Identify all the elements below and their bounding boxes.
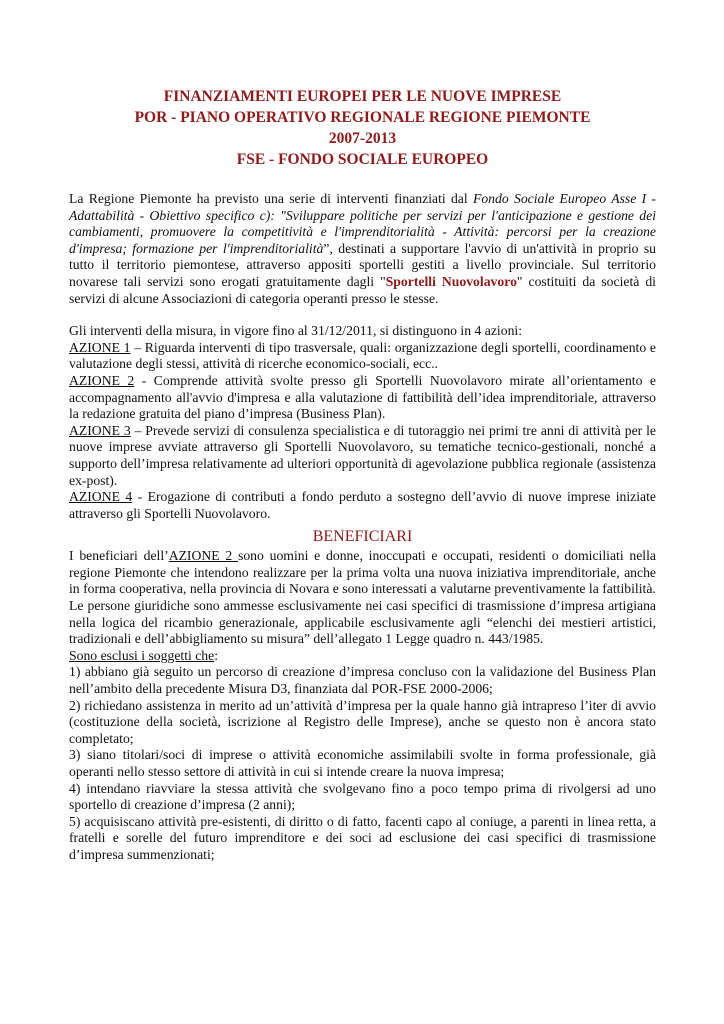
beneficiari-text-b: sono uomini e donne, inoccupati e occupati, residenti o domiciliati nella regione Piemonte che intendono realizzare per la prima volta una nuova iniziativa imprenditoriale, anche in forma cooperativa, nella provincia di Novara e sono interessati a valutarne preventivamente la fattibilità. [69, 548, 656, 597]
intro-italic-quote: Fondo Sociale Europeo Asse I - Adattabilità - Obiettivo specifico c): "Sviluppare politiche per servizi per l'anticipazione e gestione dei cambiamenti, promuovere la competitività e l'imprenditorialità - Attività: percorsi per la creazione d'impresa; formazione per l'imprenditorialità [69, 191, 656, 256]
esclusi-item-4: 4) intendano riavviare la stessa attività che svolgevano fino a poco tempo prima di rivolgersi ad uno sportello di creazione d’impresa (2 anni); [69, 780, 656, 813]
azione-3-paragraph [69, 423, 656, 489]
esclusi-item-2: 2) richiedano assistenza in merito ad un’attività d’impresa per la quale hanno già intrapreso l’iter di avvio (costituzione della società, iscrizione al Registro delle Imprese), anche se questo non è ancora stato completato; [69, 697, 656, 746]
intro-text-a: La Regione Piemonte ha previsto una serie di interventi finanziati dal [69, 191, 473, 206]
azione-2-text: - Comprende attività svolte presso gli Sportelli Nuovolavoro mirate all’orientamento e accompagnamento all'avvio d'impresa e alla valutazione di fattibilità dell’idea imprenditoriale, attraverso la redazione gratuita del piano d’impresa (Business Plan). [69, 372, 656, 422]
esclusi-item-1: 1) abbiano già seguito un percorso di creazione d’impresa concluso con la validazione del Business Plan nell’ambito della precedente Misura D3, finanziata dal POR-FSE 2000-2006; [69, 664, 656, 697]
esclusi-lead [69, 648, 656, 665]
intro-paragraph [69, 191, 656, 307]
title-line-3: 2007-2013 [328, 130, 397, 147]
intro-text-c: " costituiti da società di servizi di alcune Associazioni di categoria operanti presso le stesse. [69, 273, 656, 306]
beneficiari-paragraph-1 [69, 548, 656, 598]
title-line-4: FSE - FONDO SOCIALE EUROPEO [236, 151, 489, 168]
beneficiari-paragraph-2: Le persone giuridiche sono ammesse esclusivamente nei casi specifici di trasmissione d’impresa artigiana nella logica del ricambio generazionale, applicabile esclusivamente agli “elenchi dei mestieri artistici, tradizionali e dell’abbigliamento su misura” dell’allegato 1 Legge quadro n. 443/1985. [69, 598, 656, 647]
beneficiari-text-a: I beneficiari dell’ [69, 548, 169, 564]
esclusi-item-3: 3) siano titolari/soci di imprese o attività economiche assimilabili svolte in forma professionale, già operanti nello stesso settore di attività in cui si intende creare la nuova impresa; [69, 747, 656, 779]
azione-2-label: AZIONE 2 [69, 372, 135, 388]
azione-4-paragraph [69, 489, 656, 522]
azione-1-paragraph [69, 340, 656, 373]
beneficiari-azione-2-ref: AZIONE 2 [168, 548, 238, 564]
title-line-1: FINANZIAMENTI EUROPEI PER LE NUOVE IMPRESE [163, 88, 562, 105]
azione-4-label: AZIONE 4 [69, 489, 133, 505]
azione-3-label: AZIONE 3 [69, 422, 131, 438]
esclusi-item-5: 5) acquisiscano attività pre-esistenti, di diritto o di fatto, facenti capo al coniuge, a parenti in linea retta, a fratelli e sorelle del futuro imprenditore e dei soci ad esclusione dei casi specifici di trasmissione d’impresa summenzionati; [69, 813, 656, 862]
beneficiari-heading: BENEFICIARI [312, 528, 413, 546]
esclusi-colon: : [214, 647, 219, 663]
azione-1-label: AZIONE 1 [69, 339, 131, 355]
azione-2-paragraph [69, 373, 656, 423]
sportelli-highlight: Sportelli Nuovolavoro [385, 273, 517, 289]
measures-lead: Gli interventi della misura, in vigore fino al 31/12/2011, si distinguono in 4 azioni: [69, 323, 523, 339]
azione-3-text: – Prevede servizi di consulenza specialistica e di tutoraggio nei primi tre anni di attività per le nuove imprese avviate attraverso gli Sportelli Nuovolavoro, su tematiche tecnico-gestionali, nonché a supporto dell’impresa relativamente ad ulteriori opportunità di agevolazione pubblica regionale (assistenza ex-post). [69, 422, 656, 488]
azione-4-text: - Erogazione di contributi a fondo perduto a sostegno dell’avvio di nuove imprese iniziate attraverso gli Sportelli Nuovolavoro. [69, 489, 657, 521]
paragraph-gap [69, 307, 656, 323]
azione-1-text: – Riguarda interventi di tipo trasversale, quali: organizzazione degli sportelli, coordinamento e valutazione degli stessi, attività di ricerche economico-sociali, ecc.. [69, 339, 656, 372]
document-title [69, 86, 656, 170]
esclusi-label: Sono esclusi i soggetti che [69, 647, 215, 663]
title-line-2: POR - PIANO OPERATIVO REGIONALE REGIONE PIEMONTE [134, 109, 591, 126]
intro-text-b: ”, destinati a supportare l'avvio di un'attività in proprio su tutto il territorio piemontese, attraverso appositi sportelli gestiti a livello provinciale. Sul territorio novarese tali servizi sono erogati gratuitamente dagli " [69, 240, 656, 289]
